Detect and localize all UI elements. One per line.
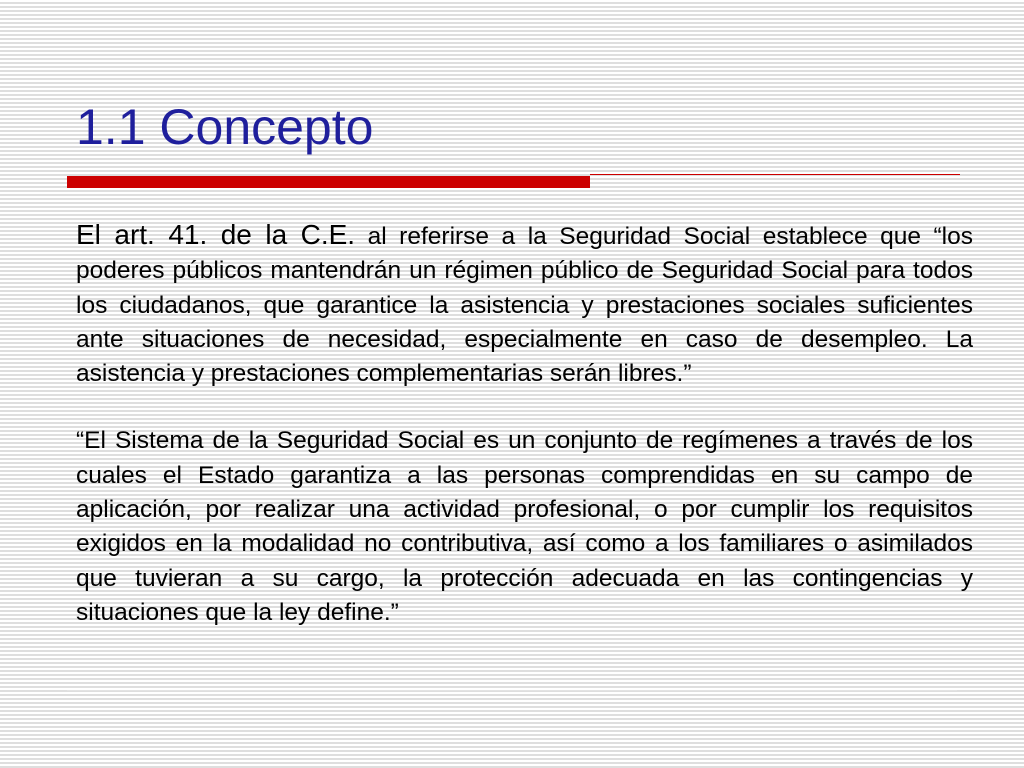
paragraph-system-definition: “El Sistema de la Seguridad Social es un conjunto de regímenes a través de los cuales el Estado garantiza a las personas comprendidas en su campo de aplicación, por realizar una actividad profesional, o por cumplir los requisitos exigidos en la modalidad no contributiva, así como a los familiares o asimilados que tuvieran a su cargo, la protección adecuada en las contingencias y situaciones que la ley define.” bbox=[76, 427, 973, 626]
paragraph-body: al referirse a la Seguridad Social establece que “los poderes públicos mantendrán un régimen público de Seguridad Social para todos los ciudadanos, que garantice la asistencia y prestaciones sociales suficientes ante situaciones de necesidad, especialmente en caso de desempleo. La asistencia y prestaciones complementarias serán libres.” bbox=[76, 223, 973, 388]
paragraph-constitution-article bbox=[76, 218, 973, 391]
slide-title: 1.1 Concepto bbox=[76, 99, 374, 155]
title-underline-bar bbox=[67, 176, 590, 188]
paragraph-lead: El art. 41. de la C.E. bbox=[76, 219, 356, 250]
title-underline-thin bbox=[590, 174, 960, 175]
bottom-divider bbox=[67, 690, 957, 691]
slide-content bbox=[76, 218, 973, 630]
